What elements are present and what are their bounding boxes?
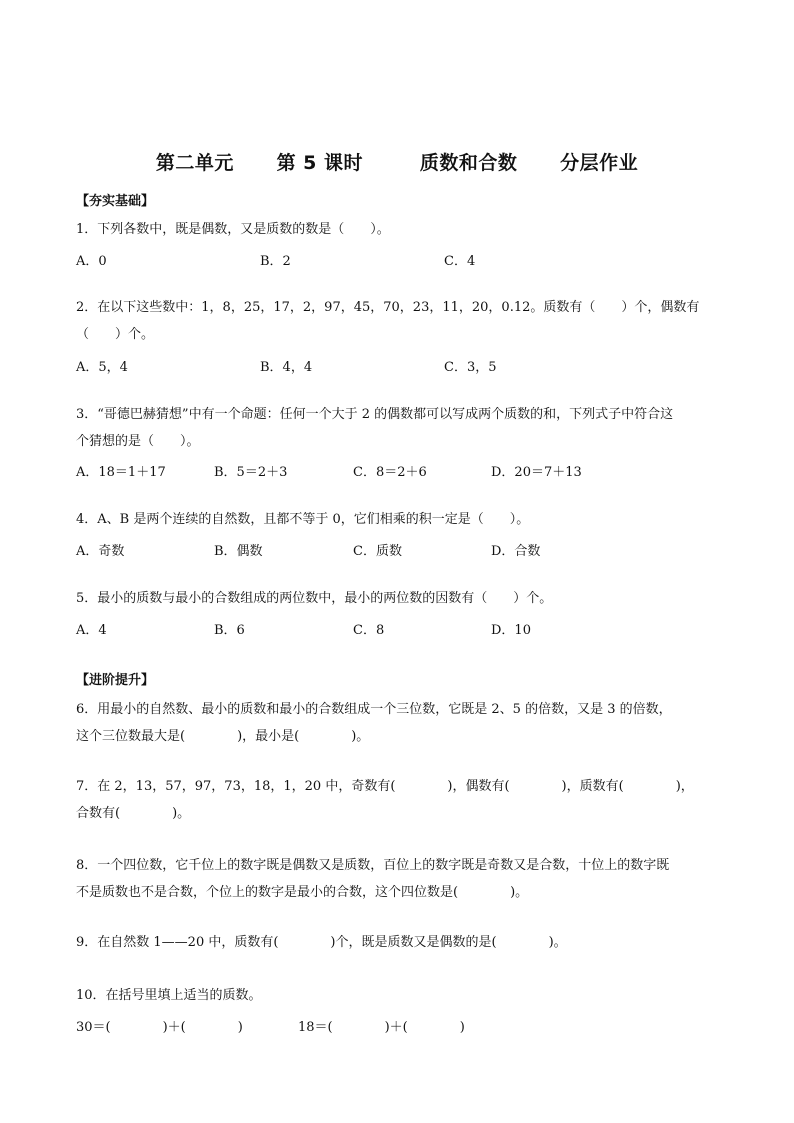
- option-d: D．合数: [491, 544, 541, 559]
- question-8-line-1: 8．一个四位数，它千位上的数字既是偶数又是质数，百位上的数字既是奇数又是合数，十位上的数字既: [76, 858, 670, 873]
- question-9: 9．在自然数 1——20 中，质数有( )个，既是质数又是偶数的是( )。: [76, 935, 567, 950]
- question-2-options: [76, 356, 716, 376]
- option-c: C．8＝2＋6: [353, 465, 427, 480]
- equation-2: 18＝( )＋( ): [298, 1020, 465, 1035]
- option-c: C．8: [353, 623, 385, 638]
- equation-1: 30＝( )＋( ): [76, 1020, 243, 1035]
- section-advanced-heading: 【进阶提升】: [76, 673, 155, 688]
- option-b: B．2: [260, 254, 291, 269]
- question-1-options: [76, 250, 716, 270]
- question-3-line-2: 个猜想的是（ ）。: [76, 434, 200, 449]
- page-title: 第二单元 第 5 课时 质数和合数 分层作业: [155, 152, 639, 174]
- question-6-line-2: 这个三位数最大是( )，最小是( )。: [76, 729, 370, 744]
- question-4-options: [76, 540, 716, 560]
- question-10-equations: [76, 1016, 716, 1036]
- question-3-line-1: 3．“哥德巴赫猜想”中有一个命题：任何一个大于 2 的偶数都可以写成两个质数的和，下列式子中符合这: [76, 407, 674, 422]
- option-a: A．奇数: [76, 544, 125, 559]
- question-10: 10．在括号里填上适当的质数。: [76, 988, 262, 1003]
- question-2-line-2: （ ）个。: [76, 327, 155, 342]
- question-7-line-1: 7．在 2，13，57，97，73，18，1，20 中，奇数有( )，偶数有( )，质数有( )，: [76, 779, 694, 794]
- option-b: B．偶数: [214, 544, 263, 559]
- option-b: B．4，4: [260, 360, 313, 375]
- option-d: D．10: [491, 623, 531, 638]
- option-a: A．0: [76, 254, 107, 269]
- question-6-line-1: 6．用最小的自然数、最小的质数和最小的合数组成一个三位数，它既是 2、5 的倍数，又是 3 的倍数，: [76, 702, 672, 717]
- question-1: 1．下列各数中，既是偶数，又是质数的数是（ ）。: [76, 222, 390, 237]
- question-4: 4．A、B 是两个连续的自然数，且都不等于 0，它们相乘的积一定是（ ）。: [76, 512, 530, 527]
- question-3-options: [76, 461, 716, 481]
- option-c: C．质数: [353, 544, 402, 559]
- option-a: A．18＝1＋17: [76, 465, 166, 480]
- option-c: C．3，5: [444, 360, 497, 375]
- option-a: A．5，4: [76, 360, 128, 375]
- question-2-line-1: 2．在以下这些数中：1，8，25，17，2，97，45，70，23，11，20，0.12。质数有（ ）个，偶数有: [76, 300, 700, 315]
- option-b: B．6: [214, 623, 245, 638]
- option-c: C．4: [444, 254, 476, 269]
- question-7-line-2: 合数有( )。: [76, 806, 191, 821]
- option-a: A．4: [76, 623, 107, 638]
- option-d: D．20＝7＋13: [491, 465, 582, 480]
- option-b: B．5＝2＋3: [214, 465, 288, 480]
- question-5: 5．最小的质数与最小的合数组成的两位数中，最小的两位数的因数有（ ）个。: [76, 591, 553, 606]
- question-8-line-2: 不是质数也不是合数，个位上的数字是最小的合数，这个四位数是( )。: [76, 885, 529, 900]
- question-5-options: [76, 619, 716, 639]
- section-basic-heading: 【夯实基础】: [76, 194, 155, 209]
